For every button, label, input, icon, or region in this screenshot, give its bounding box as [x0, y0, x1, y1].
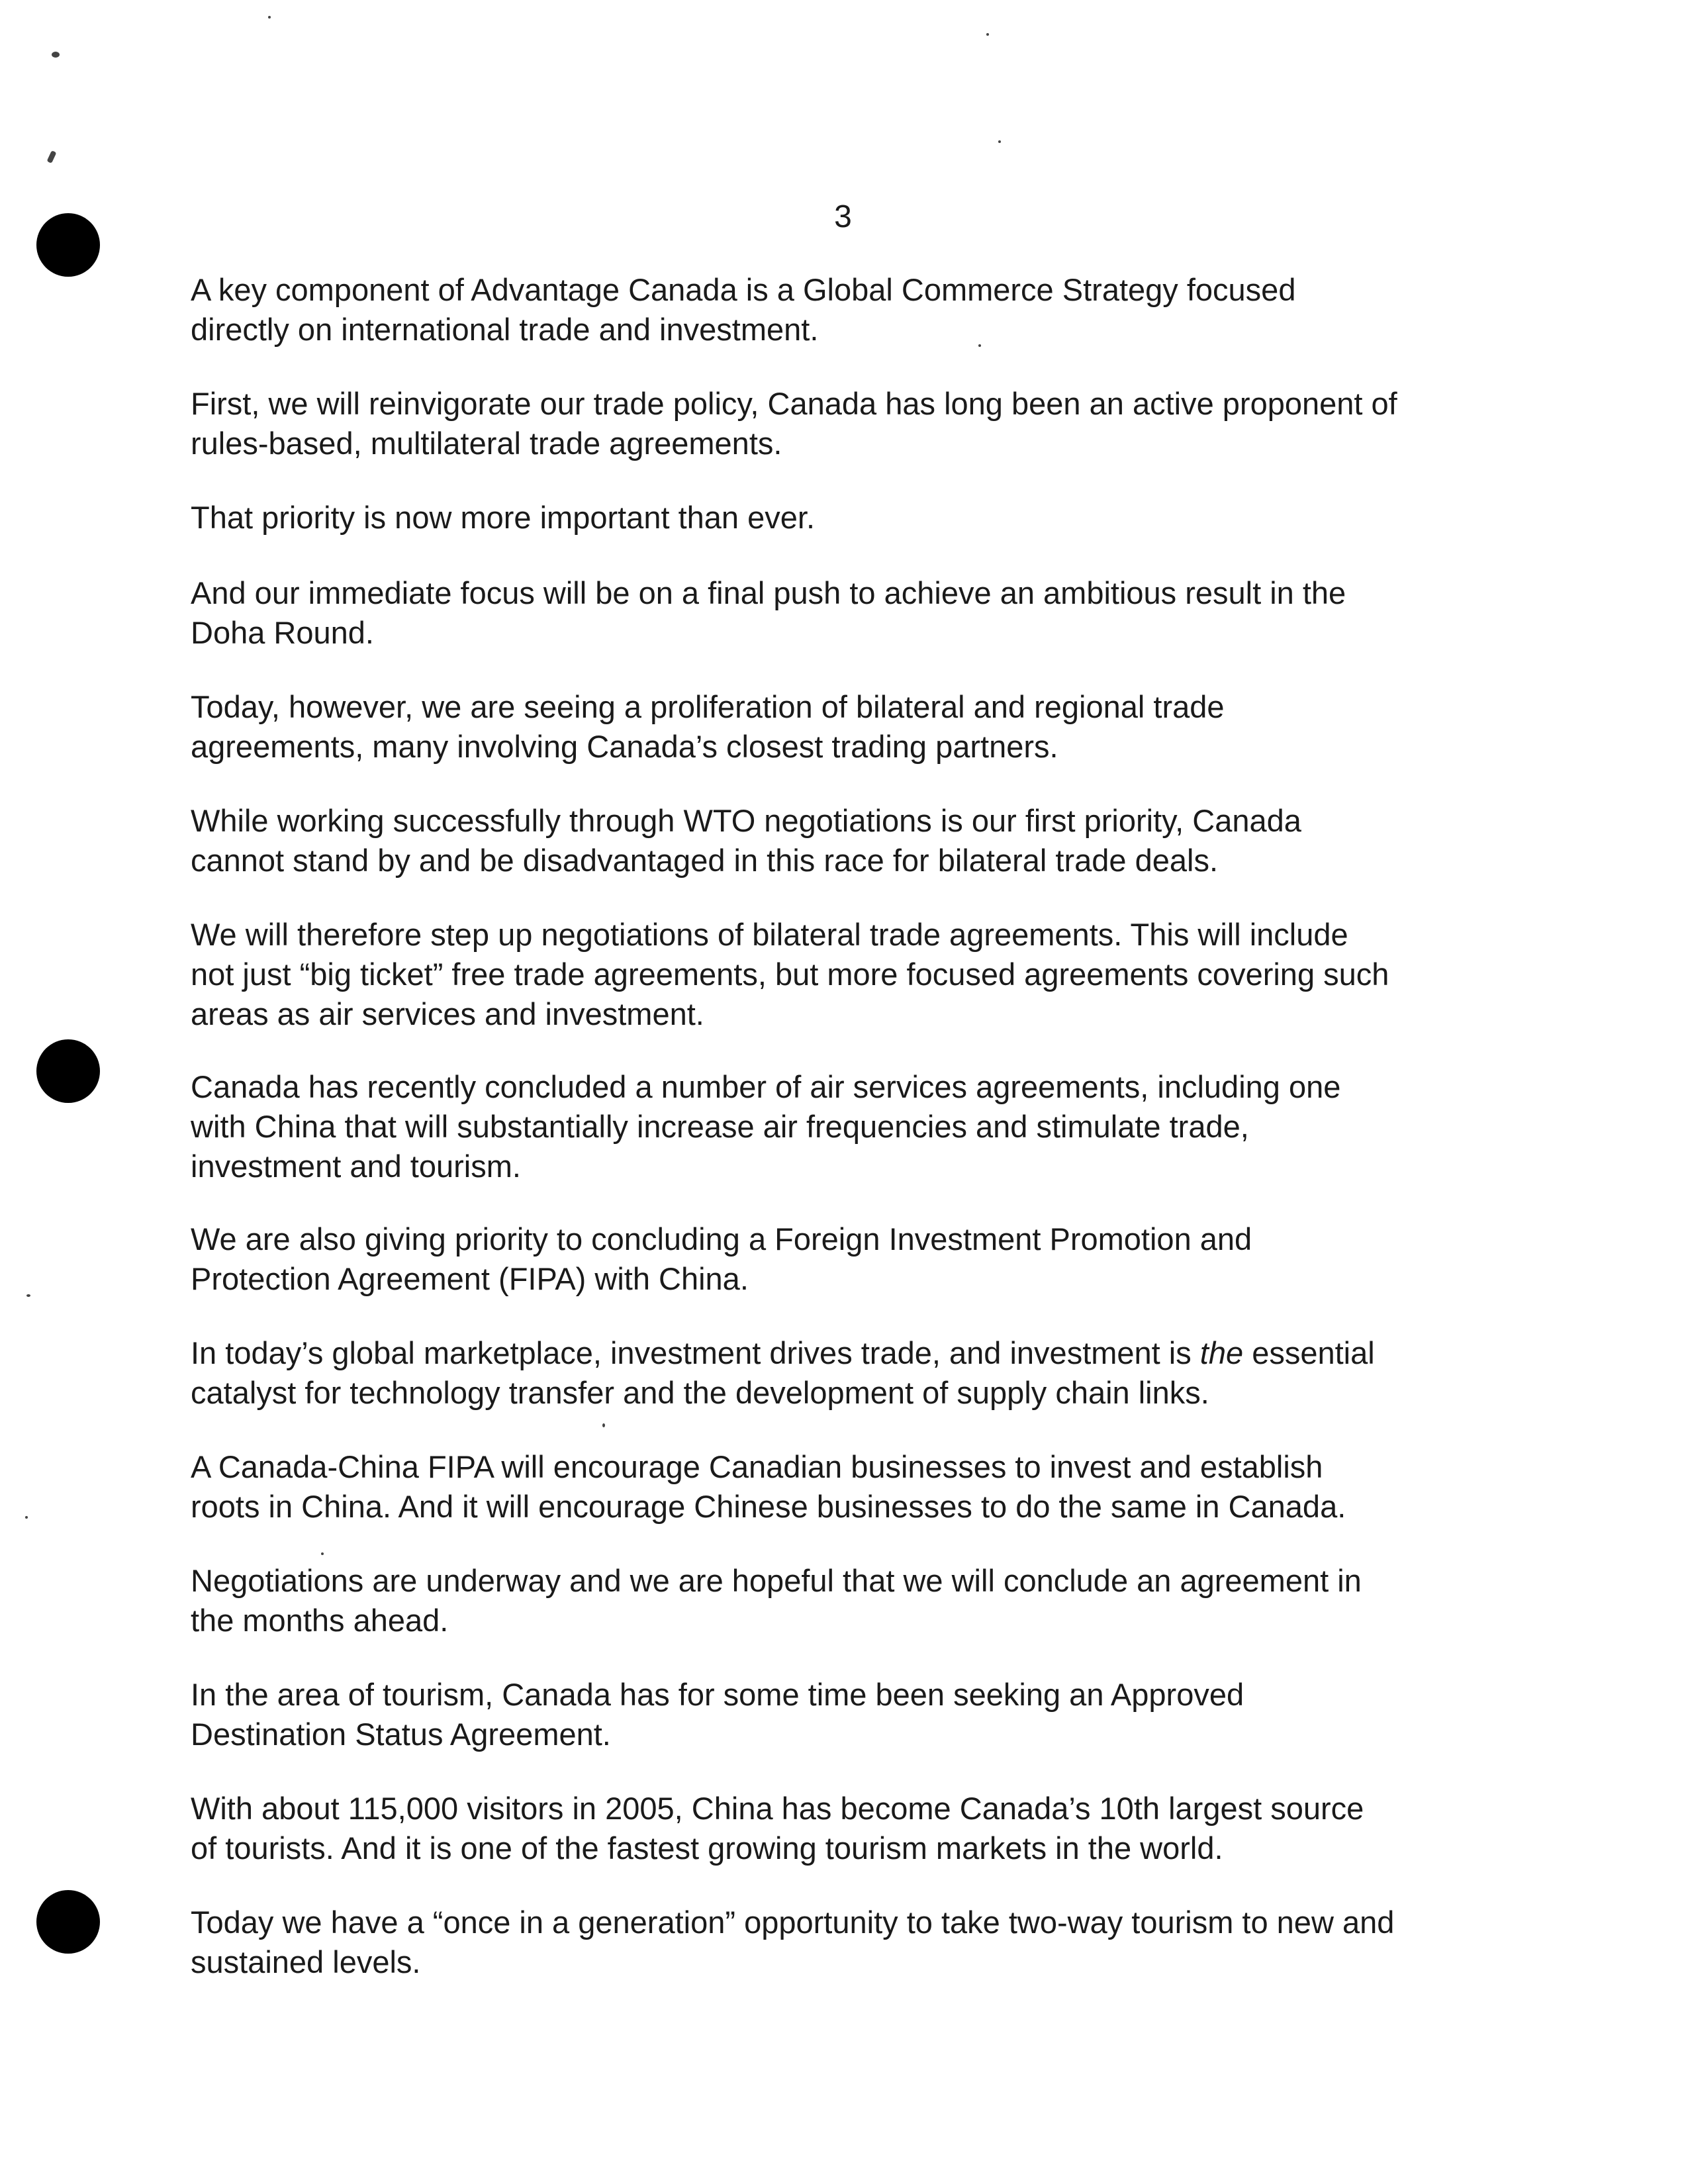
- text-line: With about 115,000 visitors in 2005, China has become Canada’s 10th largest source: [191, 1791, 1364, 1826]
- paragraph-12: [191, 1561, 1515, 1640]
- paragraph-2: [191, 384, 1515, 463]
- paragraph-5: [191, 687, 1515, 767]
- text-line: Doha Round.: [191, 615, 374, 650]
- text-line: roots in China. And it will encourage Chinese businesses to do the same in Canada.: [191, 1489, 1346, 1524]
- text-line: While working successfully through WTO negotiations is our first priority, Canada: [191, 803, 1301, 838]
- text-line: investment and tourism.: [191, 1149, 521, 1184]
- scan-speck: [25, 1516, 28, 1519]
- paragraph-13: [191, 1675, 1515, 1754]
- text-line: of tourists. And it is one of the fastest growing tourism markets in the world.: [191, 1830, 1223, 1866]
- punch-hole-middle: [36, 1039, 100, 1103]
- text-line: catalyst for technology transfer and the development of supply chain links.: [191, 1375, 1209, 1410]
- text-line: Destination Status Agreement.: [191, 1717, 611, 1752]
- paragraph-15: [191, 1903, 1515, 1982]
- paragraph-7: [191, 915, 1515, 1034]
- text-line: Negotiations are underway and we are hopeful that we will conclude an agreement in: [191, 1563, 1362, 1598]
- text-line: We are also giving priority to concluding a Foreign Investment Promotion and: [191, 1221, 1252, 1257]
- scan-speck: [986, 33, 989, 36]
- text-line: with China that will substantially increase air frequencies and stimulate trade,: [191, 1109, 1249, 1144]
- scan-speck: [321, 1552, 324, 1555]
- paragraph-3: [191, 498, 1515, 538]
- text-line: That priority is now more important than ever.: [191, 500, 816, 535]
- text-line: A Canada-China FIPA will encourage Canadian businesses to invest and establish: [191, 1449, 1323, 1484]
- text-line: agreements, many involving Canada’s closest trading partners.: [191, 729, 1058, 764]
- scan-speck: [998, 140, 1001, 143]
- text-line: We will therefore step up negotiations of bilateral trade agreements. This will include: [191, 917, 1348, 952]
- text-line: In today’s global marketplace, investment drives trade, and investment is the essential: [191, 1335, 1375, 1370]
- text-line: directly on international trade and investment.: [191, 312, 819, 347]
- scan-speck: [268, 16, 271, 19]
- text-line: areas as air services and investment.: [191, 996, 704, 1031]
- paragraph-11: [191, 1447, 1515, 1527]
- paragraph-4: [191, 573, 1515, 653]
- text-line: the months ahead.: [191, 1603, 449, 1638]
- punch-hole-bottom: [36, 1890, 100, 1954]
- text-line: Today we have a “once in a generation” opportunity to take two-way tourism to new and: [191, 1905, 1395, 1940]
- text-line: sustained levels.: [191, 1944, 421, 1979]
- paragraph-1: [191, 270, 1515, 350]
- scan-speck: [26, 1294, 30, 1297]
- paragraph-14: [191, 1789, 1515, 1868]
- paragraph-10: [191, 1333, 1515, 1413]
- paragraph-6: [191, 801, 1515, 880]
- scan-speck: [52, 52, 60, 58]
- page-number: 3: [834, 199, 852, 234]
- text-line: A key component of Advantage Canada is a Global Commerce Strategy focused: [191, 272, 1296, 307]
- text-line: In the area of tourism, Canada has for some time been seeking an Approved: [191, 1677, 1244, 1712]
- text-line: And our immediate focus will be on a final push to achieve an ambitious result in the: [191, 575, 1346, 610]
- paragraph-9: [191, 1219, 1515, 1299]
- paragraph-8: [191, 1067, 1515, 1186]
- text-line: Protection Agreement (FIPA) with China.: [191, 1261, 749, 1296]
- text-line: cannot stand by and be disadvantaged in this race for bilateral trade deals.: [191, 843, 1219, 878]
- text-line: not just “big ticket” free trade agreements, but more focused agreements covering such: [191, 957, 1389, 992]
- text-line: rules-based, multilateral trade agreements.: [191, 426, 782, 461]
- text-line: Canada has recently concluded a number of air services agreements, including one: [191, 1069, 1341, 1104]
- scan-speck: [602, 1423, 605, 1427]
- text-line: First, we will reinvigorate our trade policy, Canada has long been an active proponent of: [191, 386, 1397, 421]
- text-line: Today, however, we are seeing a proliferation of bilateral and regional trade: [191, 689, 1225, 724]
- scan-speck: [47, 150, 57, 164]
